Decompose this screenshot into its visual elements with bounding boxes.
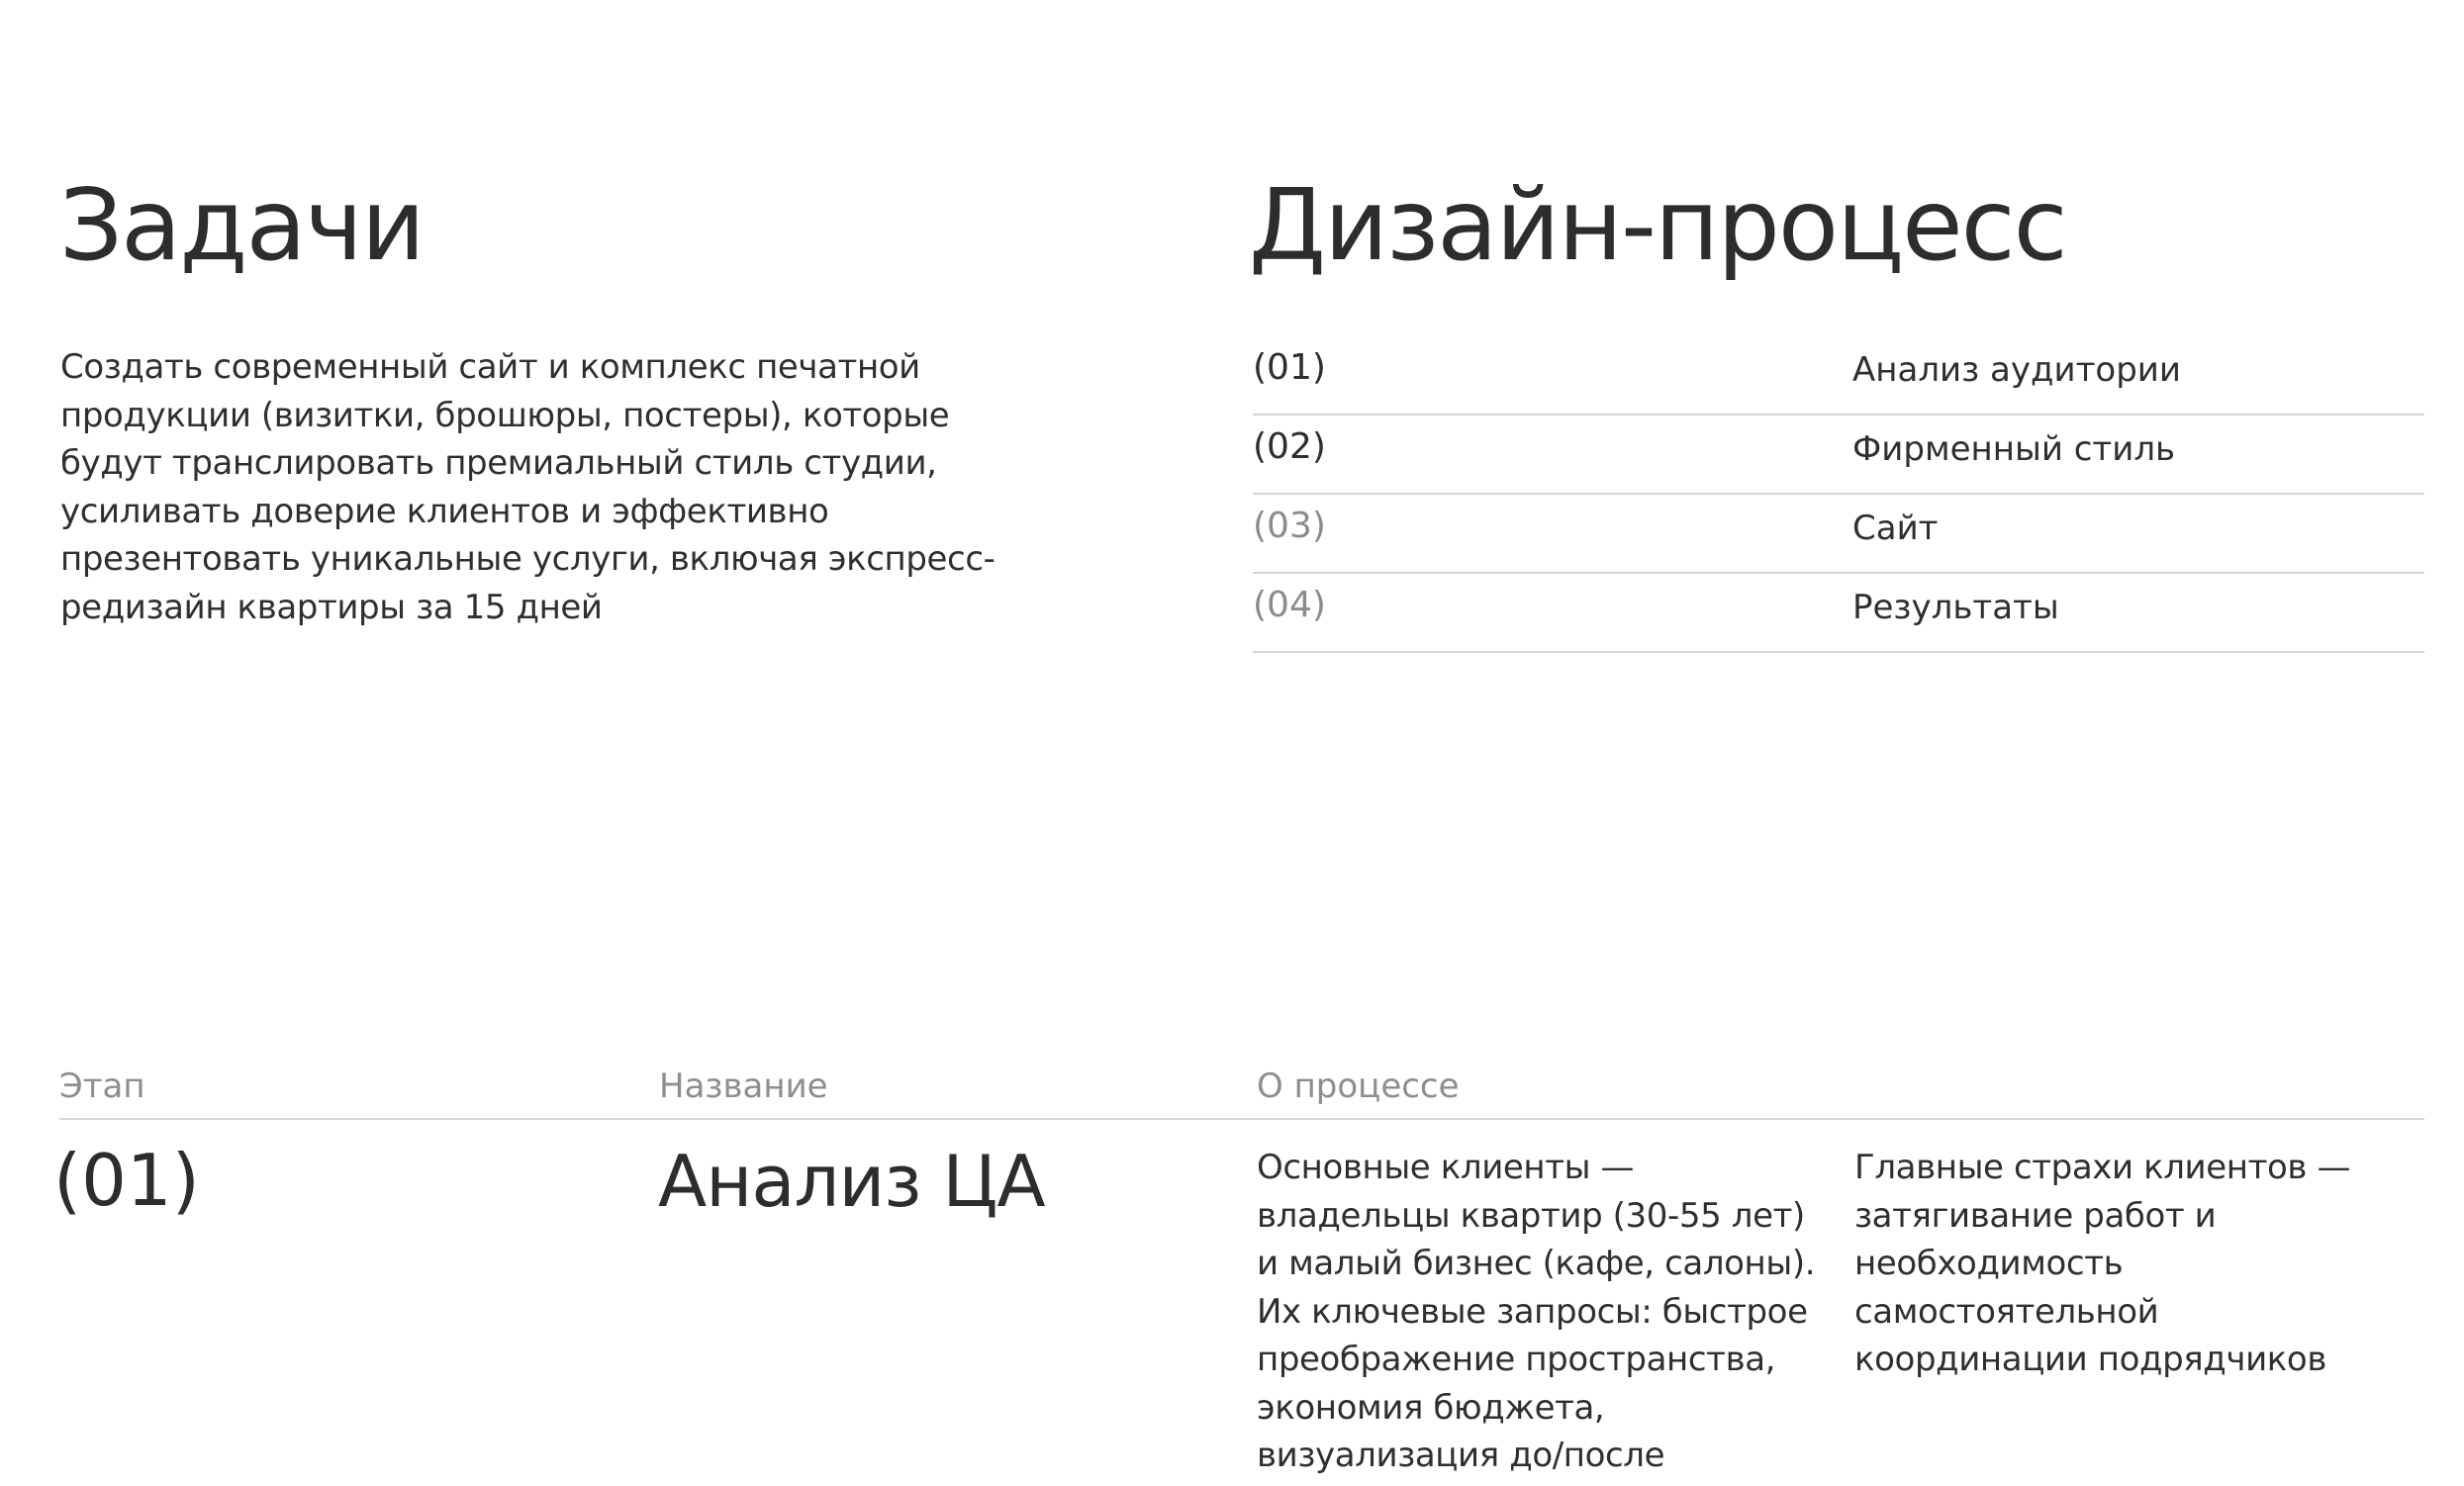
process-step-label[interactable]: Анализ аудитории (1852, 350, 2181, 390)
stage-fears-text: Главные страхи клиентов — затягивание работ и необходимость самостоятельной координации подрядчиков (1854, 1148, 2351, 1379)
process-step-number: (02) (1253, 426, 1326, 467)
process-step-number: (01) (1253, 347, 1326, 388)
stage-name: Анализ ЦА (658, 1140, 1045, 1223)
process-step-label[interactable]: Фирменный стиль (1852, 429, 2176, 469)
tasks-description: Создать современный сайт и комплекс печатной продукции (визитки, брошюры, постеры), которые будут транслировать премиальный стиль студии, усиливать доверие клиентов и эффективно презентовать уникальные услуги, включая экспресс-редизайн квартиры за 15 дней (60, 347, 995, 627)
stage-about-text: Основные клиенты — владельцы квартир (30-55 лет) и малый бизнес (кафе, салоны). Их ключевые запросы: быстрое преображение пространства, экономия бюджета, визуализация до/после (1257, 1148, 1816, 1475)
process-step-row[interactable] (1253, 495, 2424, 574)
process-step-label[interactable]: Сайт (1852, 509, 1939, 548)
process-step-number: (04) (1253, 585, 1326, 625)
process-step-row[interactable] (1253, 336, 2424, 416)
column-header-stage: Этап (59, 1067, 145, 1106)
design-process-steps (1253, 336, 2424, 653)
process-step-number: (03) (1253, 506, 1326, 546)
process-step-row[interactable] (1253, 416, 2424, 495)
tasks-title: Задачи (59, 167, 424, 283)
stage-number: (01) (53, 1139, 200, 1222)
column-header-name: Название (659, 1067, 828, 1106)
process-step-row[interactable] (1253, 574, 2424, 653)
process-step-label[interactable]: Результаты (1852, 588, 2059, 627)
column-header-about: О процессе (1257, 1067, 1460, 1106)
design-process-title: Дизайн-процесс (1249, 167, 2066, 283)
stage-table-header (59, 1057, 2424, 1120)
